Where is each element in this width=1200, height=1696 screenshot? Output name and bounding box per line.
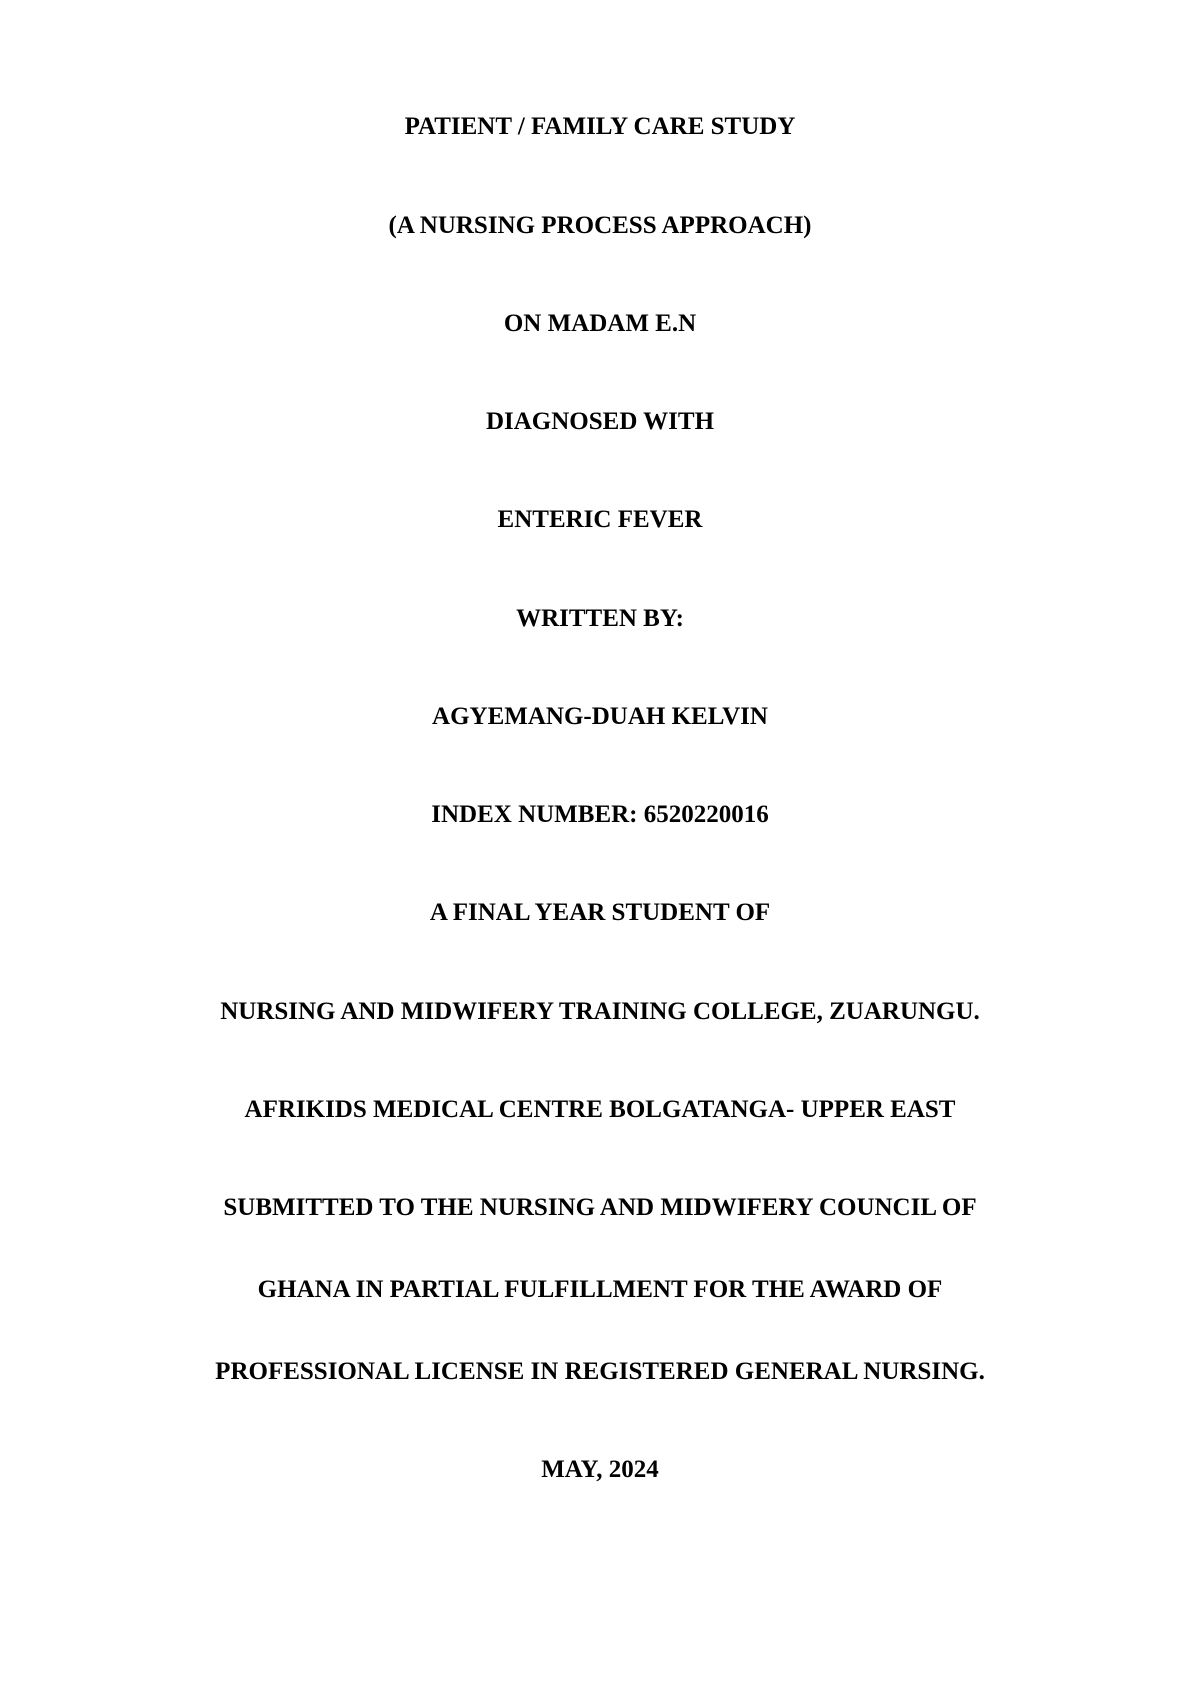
submission-line-3: PROFESSIONAL LICENSE IN REGISTERED GENERAL NURSING. (215, 1358, 985, 1385)
patient-name: ON MADAM E.N (503, 310, 697, 337)
submission-line-2: GHANA IN PARTIAL FULFILLMENT FOR THE AWARD OF (257, 1276, 943, 1303)
approach-subtitle: (A NURSING PROCESS APPROACH) (388, 212, 812, 239)
student-of-label: A FINAL YEAR STUDENT OF (429, 899, 771, 926)
facility-name: AFRIKIDS MEDICAL CENTRE BOLGATANGA- UPPER EAST (244, 1096, 956, 1123)
author-name: AGYEMANG-DUAH KELVIN (432, 703, 768, 730)
care-study-heading: PATIENT / FAMILY CARE STUDY (404, 113, 796, 140)
submission-line-1: SUBMITTED TO THE NURSING AND MIDWIFERY COUNCIL OF (223, 1194, 977, 1221)
diagnosis: ENTERIC FEVER (497, 506, 703, 533)
college-name: NURSING AND MIDWIFERY TRAINING COLLEGE, ZUARUNGU. (220, 998, 980, 1025)
index-number: INDEX NUMBER: 6520220016 (431, 801, 769, 828)
submission-date: MAY, 2024 (541, 1456, 659, 1483)
diagnosed-with-label: DIAGNOSED WITH (485, 408, 715, 435)
written-by-label: WRITTEN BY: (516, 605, 684, 632)
